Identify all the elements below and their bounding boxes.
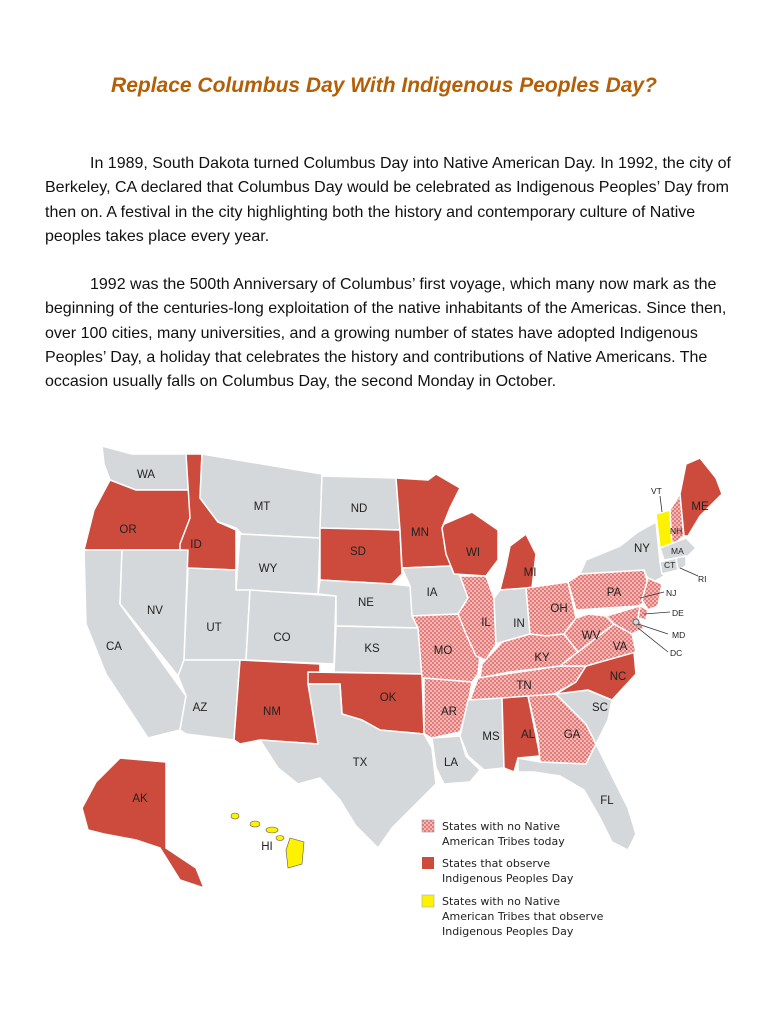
label-nv: NV	[147, 605, 163, 617]
legend-2-line-2: Indigenous Peoples Day	[442, 872, 574, 885]
label-nc: NC	[609, 671, 627, 683]
label-sd: SD	[350, 546, 366, 558]
label-nh: NH	[670, 526, 683, 536]
label-or: OR	[119, 524, 137, 536]
legend-3-line-1: States with no Native	[442, 895, 560, 908]
state-wi	[442, 512, 498, 576]
label-id: ID	[190, 539, 202, 551]
legend-3-line-3: Indigenous Peoples Day	[442, 925, 574, 938]
map-legend	[422, 820, 604, 938]
label-ga: GA	[563, 729, 581, 741]
label-dc: DC	[670, 648, 683, 658]
label-la: LA	[443, 757, 459, 769]
label-nj: NJ	[666, 588, 677, 598]
label-vt: VT	[651, 486, 662, 496]
state-co	[246, 590, 336, 664]
paragraph-1-text: In 1989, South Dakota turned Columbus Day into Native American Day. In 1992, the city of Berkeley, CA declared that Columbus Day would be celebrated as Indigenous Peoples’ Day from then on. A festival in the city highlighting both the history and contemporary culture of Native peoples takes place every year.	[45, 155, 731, 245]
us-map	[40, 438, 730, 958]
label-pa: PA	[606, 587, 622, 599]
label-ca: CA	[106, 641, 122, 653]
paragraph-1	[45, 152, 735, 249]
label-az: AZ	[192, 702, 208, 714]
label-ia: IA	[426, 587, 438, 599]
label-ne: NE	[358, 597, 374, 609]
label-wa: WA	[136, 469, 156, 481]
label-in: IN	[513, 618, 525, 630]
label-al: AL	[520, 729, 536, 741]
paragraph-2-text: 1992 was the 500th Anniversary of Columbus’ first voyage, which many now mark as the beginning of the centuries-long exploitation of the native inhabitants of the Americas. Since then, over 100 cities, many universities, and a growing number of states have adopted Indigenous Peoples’ Day, a holiday that celebrates the history and contributions of Native Americans. The occasion usually falls on Columbus Day, the second Monday in October.	[45, 276, 727, 391]
legend-swatch-no-tribes	[422, 820, 434, 832]
state-or	[84, 480, 198, 550]
label-ma: MA	[671, 546, 684, 556]
label-sc: SC	[592, 702, 608, 714]
state-mi	[500, 534, 536, 590]
state-az	[178, 660, 240, 740]
label-ny: NY	[634, 543, 650, 555]
paragraph-2	[45, 273, 735, 394]
legend-swatch-no-tribes-observe	[422, 895, 434, 907]
state-nm	[234, 660, 320, 744]
state-wy	[236, 534, 320, 594]
label-ct: CT	[664, 560, 676, 570]
label-oh: OH	[550, 603, 568, 615]
label-ut: UT	[206, 622, 222, 634]
label-ms: MS	[482, 731, 500, 743]
label-co: CO	[273, 632, 291, 644]
us-map-svg	[40, 438, 730, 958]
label-mi: MI	[523, 567, 537, 579]
label-mt: MT	[253, 501, 271, 513]
label-mn: MN	[411, 527, 429, 539]
label-ak: AK	[132, 793, 148, 805]
label-nd: ND	[350, 503, 368, 515]
state-ri	[676, 556, 686, 570]
label-de: DE	[672, 608, 684, 618]
label-tn: TN	[516, 680, 532, 692]
state-me	[680, 458, 722, 536]
label-md: MD	[672, 630, 686, 640]
label-me: ME	[691, 501, 709, 513]
label-wy: WY	[258, 563, 278, 575]
label-il: IL	[481, 617, 491, 629]
legend-1-line-1: States with no Native	[442, 820, 560, 833]
page-title: Replace Columbus Day With Indigenous Peoples Day?	[111, 74, 657, 97]
label-ar: AR	[441, 706, 457, 718]
label-ri: RI	[698, 574, 707, 584]
label-mo: MO	[433, 645, 453, 657]
label-nm: NM	[263, 706, 281, 718]
legend-swatch-observe	[422, 857, 434, 869]
label-fl: FL	[600, 795, 614, 807]
label-ok: OK	[379, 692, 397, 704]
label-tx: TX	[352, 757, 368, 769]
label-wi: WI	[465, 547, 481, 559]
label-hi: HI	[261, 841, 273, 853]
label-va: VA	[612, 641, 628, 653]
legend-3-line-2: American Tribes that observe	[442, 910, 604, 923]
legend-2-line-1: States that observe	[442, 857, 551, 870]
legend-1-line-2: American Tribes today	[442, 835, 565, 848]
label-ks: KS	[364, 643, 380, 655]
state-ak	[82, 758, 204, 888]
label-wv: WV	[581, 630, 601, 642]
label-ky: KY	[534, 652, 550, 664]
